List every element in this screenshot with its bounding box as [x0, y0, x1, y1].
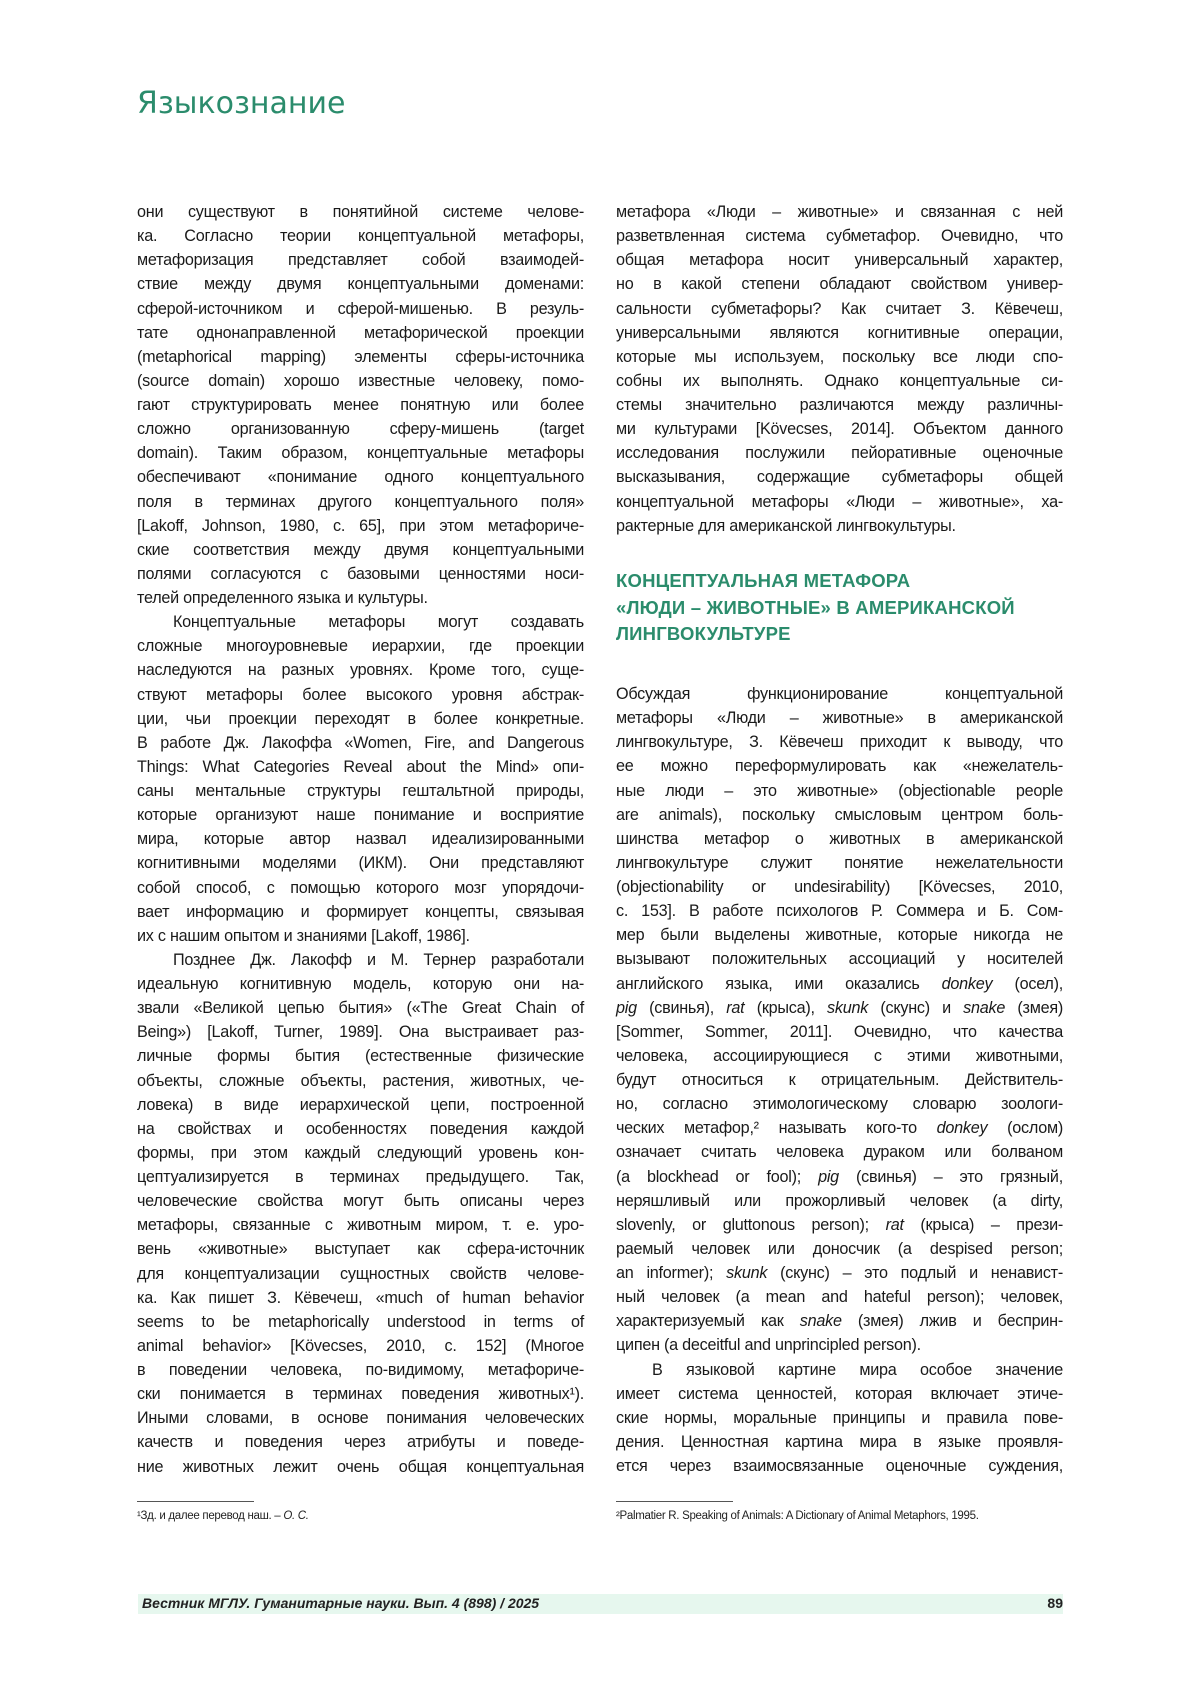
paragraph	[137, 610, 584, 948]
text-line: гают структурировать менее понятную или более	[137, 393, 584, 417]
text-line: (metaphorical mapping) элементы сферы-источника	[137, 345, 584, 369]
page-footer	[138, 1594, 1063, 1614]
text-segment: (осел),	[992, 975, 1063, 993]
paragraph	[137, 200, 584, 610]
footnote-1-author: О. С.	[283, 1510, 308, 1522]
text-line: лингвокультуре служит понятие нежелательности	[616, 851, 1063, 875]
right-column-top	[616, 200, 1063, 538]
text-line	[616, 1213, 1063, 1237]
section-heading-line: ЛИНГВОКУЛЬТУРЕ	[616, 621, 1015, 648]
text-line: ка. Как пишет З. Кёвечеш, «much of human behavior	[137, 1286, 584, 1310]
text-line: цептуализируется в терминах предыдущего. Так,	[137, 1165, 584, 1189]
text-line: (source domain) хорошо известные человеку, помо-	[137, 369, 584, 393]
footnote-1	[137, 1510, 309, 1522]
text-line: мер были выделены животные, которые никогда не	[616, 923, 1063, 947]
text-line: метафоры «Люди – животные» в американской	[616, 706, 1063, 730]
text-line: вень «животные» выступает как сфера-источник	[137, 1237, 584, 1261]
text-line: Обсуждая функционирование концептуальной	[616, 682, 1063, 706]
text-segment: характеризуемый как	[616, 1312, 800, 1330]
text-line: полями согласуются с базовыми ценностями носи-	[137, 562, 584, 586]
text-segment: (скунс) и	[868, 999, 963, 1017]
text-line	[616, 1165, 1063, 1189]
text-line: ка. Согласно теории концептуальной метафоры,	[137, 224, 584, 248]
italic-term: donkey	[937, 1119, 988, 1137]
text-line: наследуются на разных уровнях. Кроме того, суще-	[137, 658, 584, 682]
text-line: стемы значительно различаются между различны-	[616, 393, 1063, 417]
text-line: их с нашим опытом и знаниями [Lakoff, 1986].	[137, 924, 584, 948]
text-line: мира, которые автор назвал идеализированными	[137, 827, 584, 851]
text-line: ствуют метафоры более высокого уровня абстрак-	[137, 683, 584, 707]
text-line: ции, чьи проекции переходят в более конкретные.	[137, 707, 584, 731]
text-segment: (свинья),	[637, 999, 726, 1017]
text-line: в поведении человека, по-видимому, метафориче-	[137, 1358, 584, 1382]
text-line: метафоры, связанные с животным миром, т. е. уро-	[137, 1213, 584, 1237]
italic-term: donkey	[942, 975, 993, 993]
footnote-2: ²Palmatier R. Speaking of Animals: A Dictionary of Animal Metaphors, 1995.	[616, 1510, 979, 1522]
text-line: метафора «Люди – животные» и связанная с ней	[616, 200, 1063, 224]
text-line	[616, 1309, 1063, 1333]
text-line: идеальную когнитивную модель, которую они на-	[137, 972, 584, 996]
text-line: вает информацию и формирует концепты, связывая	[137, 900, 584, 924]
text-line: В работе Дж. Лакоффа «Women, Fire, and Dangerous	[137, 731, 584, 755]
text-line: поля в терминах другого концептуального поля»	[137, 490, 584, 514]
footnote-divider	[137, 1501, 254, 1502]
italic-term: pig	[818, 1168, 839, 1186]
text-line: ские нормы, моральные принципы и правила пове-	[616, 1406, 1063, 1430]
text-line	[616, 972, 1063, 996]
text-segment: (змея)	[1005, 999, 1063, 1017]
text-line: исследования послужили пейоративные оценочные	[616, 441, 1063, 465]
text-line: для концептуализации сущностных свойств челове-	[137, 1262, 584, 1286]
section-heading	[616, 568, 1015, 648]
text-segment: ческих метафор,² называть кого-то	[616, 1119, 937, 1137]
text-line: ские соответствия между двумя концептуальными	[137, 538, 584, 562]
text-segment: slovenly, or gluttonous person);	[616, 1216, 886, 1234]
text-line: шинства метафор о животных в американской	[616, 827, 1063, 851]
text-line: Позднее Дж. Лакофф и М. Тернер разработали	[137, 948, 584, 972]
text-line: лингвокультуре, З. Кёвечеш приходит к выводу, что	[616, 730, 1063, 754]
text-line: ется через взаимосвязанные оценочные суждения,	[616, 1454, 1063, 1478]
paragraph	[616, 200, 1063, 538]
italic-term: snake	[963, 999, 1005, 1017]
text-line: собны их выполнять. Однако концептуальные си-	[616, 369, 1063, 393]
text-line: но, согласно этимологическому словарю зоологи-	[616, 1092, 1063, 1116]
text-line: человеческие свойства могут быть описаны через	[137, 1189, 584, 1213]
text-line	[616, 996, 1063, 1020]
text-segment: (крыса) – прези-	[904, 1216, 1063, 1234]
text-line: на свойствах и особенностях поведения каждой	[137, 1117, 584, 1141]
text-line: ние животных лежит очень общая концептуальная	[137, 1455, 584, 1479]
italic-term: snake	[800, 1312, 842, 1330]
text-line: человека, ассоциирующиеся с этими животными,	[616, 1044, 1063, 1068]
paragraph	[616, 1358, 1063, 1479]
text-line: [Sommer, Sommer, 2011]. Очевидно, что качества	[616, 1020, 1063, 1044]
text-line	[616, 1261, 1063, 1285]
section-title: Языкознание	[137, 86, 345, 121]
text-line: [Lakoff, Johnson, 1980, с. 65], при этом метафориче-	[137, 514, 584, 538]
text-line: универсальными являются когнитивные операции,	[616, 321, 1063, 345]
text-line: разветвленная система субметафор. Очевидно, что	[616, 224, 1063, 248]
text-segment: (змея) лжив и бесприн-	[842, 1312, 1063, 1330]
text-line: концептуальной метафоры «Люди – животные», ха-	[616, 490, 1063, 514]
text-segment: (свинья) – это грязный,	[839, 1168, 1063, 1186]
text-line: В языковой картине мира особое значение	[616, 1358, 1063, 1382]
text-line: собой способ, с помощью которого мозг упорядочи-	[137, 876, 584, 900]
text-segment: (a blockhead or fool);	[616, 1168, 818, 1186]
section-heading-line: КОНЦЕПТУАЛЬНАЯ МЕТАФОРА	[616, 568, 1015, 595]
text-segment: английского языка, ими оказались	[616, 975, 942, 993]
text-line: звали «Великой цепью бытия» («The Great Chain of	[137, 996, 584, 1020]
text-line: ствие между двумя концептуальными доменами:	[137, 272, 584, 296]
italic-term: skunk	[726, 1264, 767, 1282]
italic-term: rat	[886, 1216, 904, 1234]
text-line: сальности субметафоры? Как считает З. Кёвечеш,	[616, 297, 1063, 321]
text-line: означает считать человека дураком или болваном	[616, 1140, 1063, 1164]
text-line	[616, 1116, 1063, 1140]
text-line: с. 153]. В работе психологов Р. Соммера и Б. Сом-	[616, 899, 1063, 923]
text-line: Концептуальные метафоры могут создавать	[137, 610, 584, 634]
text-line: телей определенного языка и культуры.	[137, 586, 584, 610]
section-heading-line: «ЛЮДИ – ЖИВОТНЫЕ» В АМЕРИКАНСКОЙ	[616, 595, 1015, 622]
text-line: ловека) в виде иерархической цепи, построенной	[137, 1093, 584, 1117]
text-line: будут относиться к отрицательным. Действитель-	[616, 1068, 1063, 1092]
text-line: ми культурами [Kövecses, 2014]. Объектом данного	[616, 417, 1063, 441]
text-line: (objectionability or undesirability) [Kövecses, 2010,	[616, 875, 1063, 899]
text-line: но в какой степени обладают свойством универ-	[616, 272, 1063, 296]
text-line: объекты, сложные объекты, растения, животных, че-	[137, 1069, 584, 1093]
page-number: 89	[1047, 1595, 1063, 1611]
text-line: они существуют в понятийной системе челове-	[137, 200, 584, 224]
text-line: раемый человек или доносчик (a despised person;	[616, 1237, 1063, 1261]
text-line: сферой-источником и сферой-мишенью. В резуль-	[137, 297, 584, 321]
text-line: ные люди – это животные» (objectionable people	[616, 779, 1063, 803]
footnote-1-text: ¹Зд. и далее перевод наш. –	[137, 1510, 280, 1522]
text-line: Things: What Categories Reveal about the Mind» опи-	[137, 755, 584, 779]
text-line: сложно организованную сферу-мишень (target	[137, 417, 584, 441]
italic-term: rat	[726, 999, 744, 1017]
text-line: качеств и поведения через атрибуты и поведе-	[137, 1430, 584, 1454]
text-segment: (скунс) – это подлый и ненавист-	[767, 1264, 1063, 1282]
text-line: вызывают положительных ассоциаций у носителей	[616, 947, 1063, 971]
text-line: личные формы бытия (естественные физические	[137, 1044, 584, 1068]
italic-term: pig	[616, 999, 637, 1017]
footnote-divider	[616, 1501, 733, 1502]
text-segment: (ослом)	[987, 1119, 1063, 1137]
text-line: формы, при этом каждый следующий уровень кон-	[137, 1141, 584, 1165]
text-line: сложные многоуровневые иерархии, где проекции	[137, 634, 584, 658]
text-line: когнитивными моделями (ИКМ). Они представляют	[137, 851, 584, 875]
italic-term: skunk	[827, 999, 868, 1017]
left-column	[137, 200, 584, 1479]
text-line: саны ментальные структуры гештальтной природы,	[137, 779, 584, 803]
text-segment: (крыса),	[744, 999, 827, 1017]
paragraph	[616, 682, 1063, 1358]
paragraph	[137, 948, 584, 1479]
text-line: рактерные для американской лингвокультуры.	[616, 514, 1063, 538]
text-line: имеет система ценностей, которая включает этиче-	[616, 1382, 1063, 1406]
text-line: seems to be metaphorically understood in terms of	[137, 1310, 584, 1334]
text-line: animal behavior» [Kövecses, 2010, с. 152] (Многое	[137, 1334, 584, 1358]
text-line: которые мы используем, поскольку все люди спо-	[616, 345, 1063, 369]
text-line: ципен (a deceitful and unprincipled person).	[616, 1333, 1063, 1357]
text-line: domain). Таким образом, концептуальные метафоры	[137, 441, 584, 465]
text-line: Being») [Lakoff, Turner, 1989]. Она выстраивает раз-	[137, 1020, 584, 1044]
text-line: ее можно переформулировать как «нежелатель-	[616, 754, 1063, 778]
text-line: высказывания, содержащие субметафоры общей	[616, 465, 1063, 489]
right-column-bottom	[616, 682, 1063, 1478]
text-line: метафоризация представляет собой взаимодей-	[137, 248, 584, 272]
text-line: ски понимается в терминах поведения животных¹).	[137, 1382, 584, 1406]
text-line: неряшливый или прожорливый человек (a dirty,	[616, 1189, 1063, 1213]
text-line: которые организуют наше понимание и восприятие	[137, 803, 584, 827]
journal-title: Вестник МГЛУ. Гуманитарные науки. Вып. 4 (898) / 2025	[142, 1595, 539, 1611]
text-line: тате однонаправленной метафорической проекции	[137, 321, 584, 345]
text-line: ный человек (a mean and hateful person); человек,	[616, 1285, 1063, 1309]
text-line: дения. Ценностная картина мира в языке проявля-	[616, 1430, 1063, 1454]
text-line: общая метафора носит универсальный характер,	[616, 248, 1063, 272]
text-line: Иными словами, в основе понимания человеческих	[137, 1406, 584, 1430]
text-segment: an informer);	[616, 1264, 726, 1282]
text-line: are animals), поскольку смысловым центром боль-	[616, 803, 1063, 827]
text-line: обеспечивают «понимание одного концептуального	[137, 465, 584, 489]
